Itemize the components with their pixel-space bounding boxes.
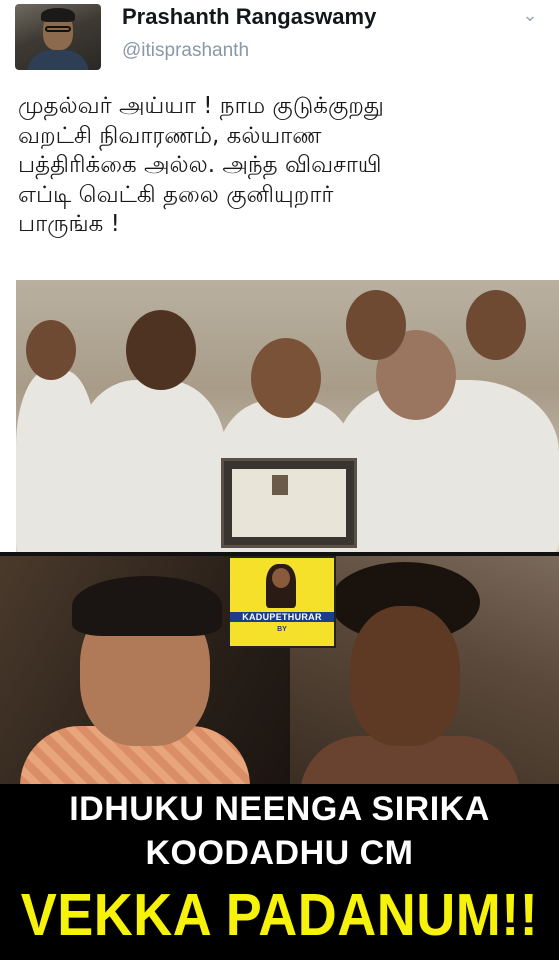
- caption-line-3: VEKKA PADANUM!!: [20, 882, 539, 948]
- tweet-text-line: வறட்சி நிவாரணம், கல்யாண: [18, 122, 322, 149]
- photo-person: [76, 380, 226, 552]
- avatar[interactable]: [15, 4, 101, 70]
- chevron-down-icon[interactable]: ⌄: [522, 5, 538, 26]
- certificate-photo: [272, 475, 288, 495]
- photo-head: [346, 290, 406, 360]
- avatar-glasses: [45, 26, 71, 32]
- display-name[interactable]: Prashanth Rangaswamy: [122, 4, 377, 29]
- logo-name: KADUPETHURAR: [230, 612, 334, 622]
- tweet-text-line: பாருங்க !: [18, 211, 120, 237]
- photo-head: [466, 290, 526, 360]
- logo-by: BY: [277, 626, 287, 633]
- photo-head: [251, 338, 321, 418]
- logo-face: [272, 568, 290, 588]
- tweet-text-line: எப்டி வெட்கி தலை குனியுறார்: [18, 181, 334, 208]
- certificate-paper: [232, 469, 346, 537]
- tweet-text-line: பத்திரிக்கை அல்ல. அந்த விவசாயி: [18, 152, 382, 178]
- photo-head: [26, 320, 76, 380]
- meme-hair-left: [72, 576, 222, 636]
- photo-person: [336, 380, 559, 552]
- meme-face-right: [350, 606, 460, 746]
- caption-line-2: KOODADHU CM: [145, 834, 414, 872]
- photo-head: [126, 310, 196, 390]
- tweet-text-line: முதல்வர் அய்யா ! நாம குடுக்குறது: [18, 93, 384, 119]
- avatar-hair: [41, 8, 75, 22]
- news-photo[interactable]: [16, 280, 559, 552]
- certificate-frame: [221, 458, 357, 548]
- tweet-header: [0, 0, 559, 90]
- tweet-text: [18, 92, 548, 240]
- caption-line-1: IDHUKU NEENGA SIRIKA: [69, 790, 490, 828]
- watermark-logo: [228, 556, 336, 648]
- meme-image[interactable]: [0, 556, 559, 960]
- meme-caption: [0, 784, 559, 960]
- user-handle[interactable]: @itisprashanth: [122, 40, 250, 61]
- avatar-shirt: [27, 50, 89, 70]
